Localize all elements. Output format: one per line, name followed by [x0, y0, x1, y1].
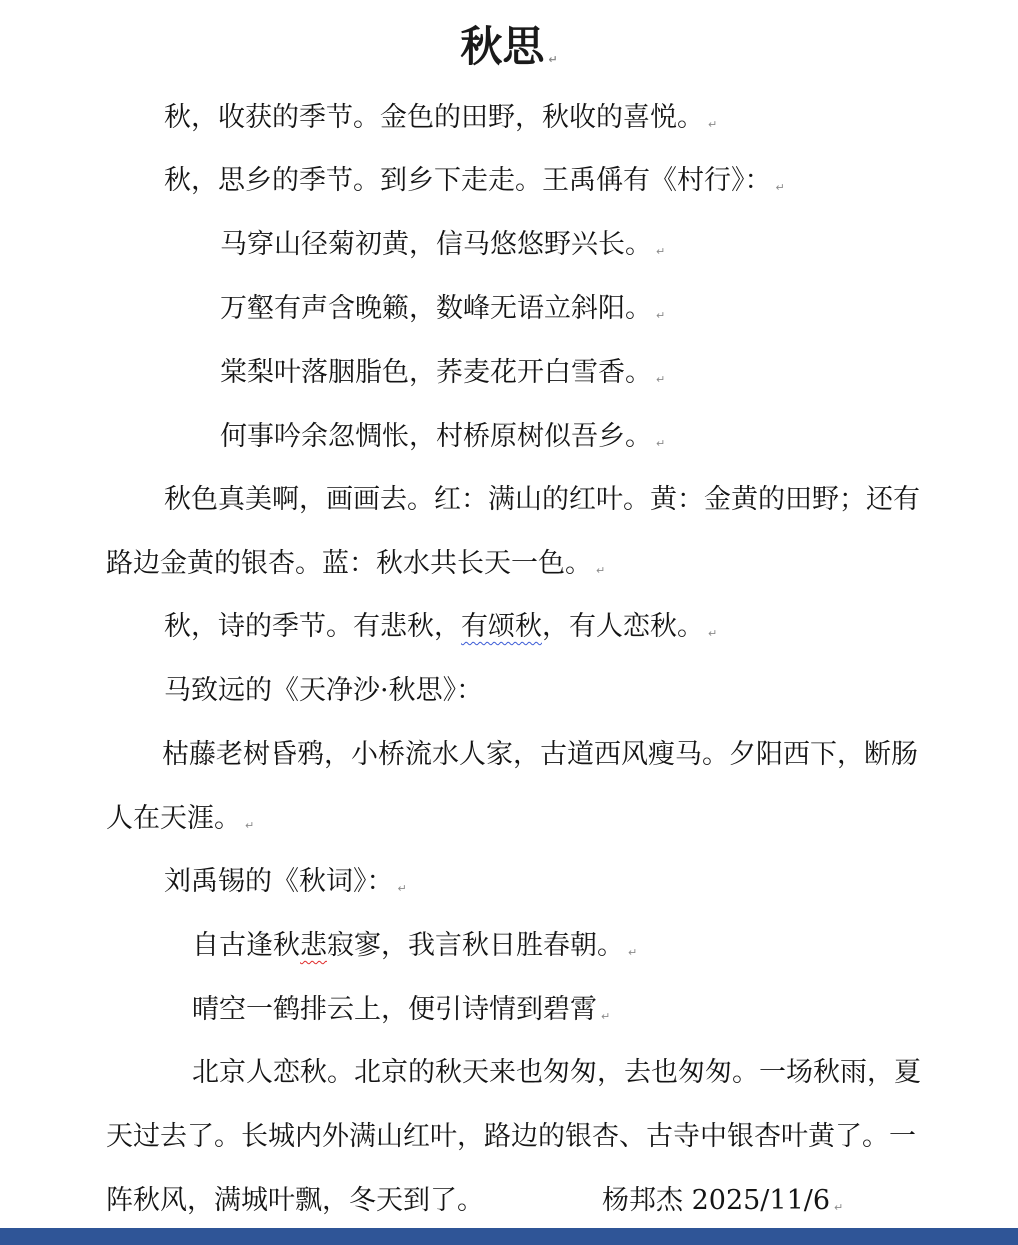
paragraph-mark-icon: ↵ — [656, 437, 666, 450]
poem-line[interactable]: 晴空一鹤排云上，便引诗情到碧霄 ↵ — [192, 994, 611, 1025]
poem-line[interactable]: 何事吟余忽惆怅，村桥原树似吾乡。 ↵ — [220, 421, 666, 452]
paragraph-line[interactable]: 枯藤老树昏鸦，小桥流水人家，古道西风瘦马。夕阳西下，断肠 — [162, 739, 918, 770]
paragraph-mark-icon: ↵ — [601, 1010, 611, 1023]
poem-line[interactable]: 棠梨叶落胭脂色，荞麦花开白雪香。 ↵ — [220, 357, 666, 388]
paragraph-line[interactable]: 秋，思乡的季节。到乡下走走。王禹偁有《村行》： ↵ — [164, 165, 785, 196]
window-bottom-bar — [0, 1228, 1018, 1245]
paragraph-line[interactable]: 刘禹锡的《秋词》： ↵ — [164, 866, 407, 897]
paragraph-line[interactable]: 阵秋风，满城叶飘，冬天到了。 杨邦杰 2025/11/6 ↵ — [106, 1185, 844, 1216]
document-title: 秋思 ↵ — [460, 22, 558, 71]
paragraph-mark-icon: ↵ — [656, 309, 666, 322]
grammar-check-underline[interactable]: 有颂秋 — [461, 611, 542, 642]
paragraph-mark-icon: ↵ — [596, 564, 606, 577]
paragraph-mark-icon: ↵ — [628, 946, 638, 959]
paragraph-line[interactable]: 人在天涯。 ↵ — [106, 803, 255, 834]
poem-line[interactable]: 万壑有声含晚籁，数峰无语立斜阳。 ↵ — [220, 293, 666, 324]
paragraph-mark-icon: ↵ — [245, 819, 255, 832]
paragraph-mark-icon: ↵ — [708, 627, 718, 640]
spell-check-underline[interactable]: 悲 — [300, 930, 327, 961]
paragraph-line[interactable]: 马致远的《天净沙·秋思》： — [164, 675, 484, 706]
paragraph-line[interactable]: 路边金黄的银杏。蓝：秋水共长天一色。 ↵ — [106, 548, 606, 579]
poem-line[interactable]: 马穿山径菊初黄，信马悠悠野兴长。 ↵ — [220, 229, 666, 260]
paragraph-line[interactable]: 秋，诗的季节。有悲秋，有颂秋，有人恋秋。 ↵ — [164, 611, 718, 642]
paragraph-line[interactable]: 天过去了。长城内外满山红叶，路边的银杏、古寺中银杏叶黄了。一 — [106, 1121, 916, 1152]
paragraph-mark-icon: ↵ — [775, 181, 785, 194]
paragraph-mark-icon: ↵ — [708, 118, 718, 131]
paragraph-mark-icon: ↵ — [656, 373, 666, 386]
paragraph-mark-icon: ↵ — [834, 1201, 844, 1214]
paragraph-line[interactable]: 秋色真美啊，画画去。红：满山的红叶。黄：金黄的田野；还有 — [164, 484, 920, 515]
paragraph-line[interactable]: 秋，收获的季节。金色的田野，秋收的喜悦。 ↵ — [164, 102, 718, 133]
paragraph-line[interactable]: 北京人恋秋。北京的秋天来也匆匆，去也匆匆。一场秋雨，夏 — [192, 1057, 921, 1088]
paragraph-mark-icon: ↵ — [656, 245, 666, 258]
paragraph-mark-icon: ↵ — [397, 882, 407, 895]
paragraph-mark-icon: ↵ — [548, 53, 558, 66]
signature: 杨邦杰 2025/11/6 — [602, 1185, 831, 1216]
poem-line[interactable]: 自古逢秋悲寂寥，我言秋日胜春朝。 ↵ — [192, 930, 638, 961]
